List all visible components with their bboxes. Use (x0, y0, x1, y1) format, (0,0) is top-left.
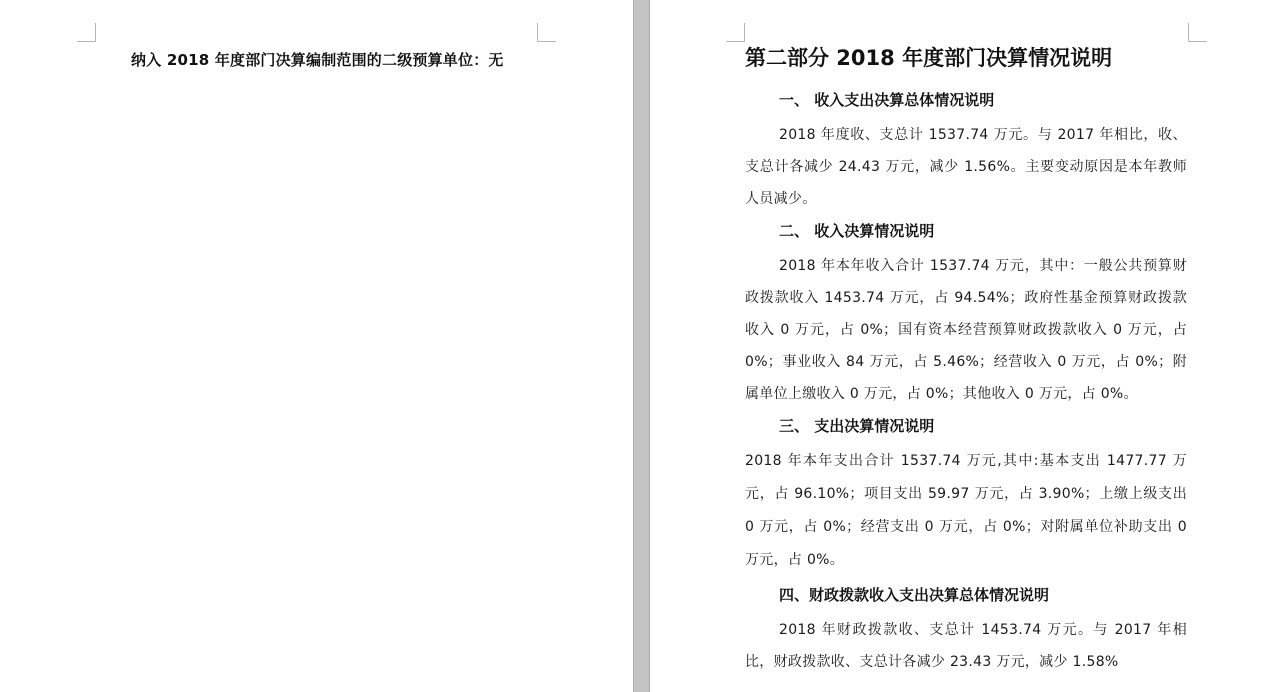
section-paragraph-2[interactable]: 2018 年本年收入合计 1537.74 万元，其中：一般公共预算财政拨款收入 1453.74 万元，占 94.54%；政府性基金预算财政拨款收入 0 万元，占 0%；国有资本经营预算财政拨款收入 0 万元，占 0%；事业收入 84 万元，占 5.46%；经营收入 0 万元，占 0%；附属单位上缴收入 0 万元，占 0%；其他收入 0 万元，占 0%。 (745, 258, 1187, 402)
section-paragraph-4[interactable]: 2018 年财政拨款收、支总计 1453.74 万元。与 2017 年相比，财政拨款收、支总计各减少 23.43 万元，减少 1.58% (745, 622, 1187, 670)
section-paragraph-1[interactable]: 2018 年度收、支总计 1537.74 万元。与 2017 年相比，收、支总计各减少 24.43 万元，减少 1.56%。主要变动原因是本年教师人员减少。 (745, 127, 1187, 207)
page-gutter (633, 0, 650, 692)
document-page-left (0, 0, 633, 692)
section-heading-2[interactable]: 二、 收入决算情况说明 (779, 222, 935, 240)
document-title[interactable]: 第二部分 2018 年度部门决算情况说明 (745, 46, 1113, 70)
section-heading-1[interactable]: 一、 收入支出决算总体情况说明 (779, 91, 995, 109)
crop-mark-top-left (726, 23, 745, 42)
section-paragraph-3[interactable]: 2018 年本年支出合计 1537.74 万元,其中:基本支出 1477.77 万元，占 96.10%；项目支出 59.97 万元，占 3.90%；上缴上级支出 0 万元，占 0%；经营支出 0 万元，占 0%；对附属单位补助支出 0 万元，占 0%。 (745, 453, 1187, 568)
crop-mark-top-left (77, 23, 96, 42)
document-page-right (650, 0, 1288, 692)
crop-mark-top-right (1188, 23, 1207, 42)
crop-mark-top-right (537, 23, 556, 42)
document-body[interactable] (745, 40, 1187, 679)
section-heading-3[interactable]: 三、 支出决算情况说明 (779, 417, 935, 435)
secondary-budget-units-line[interactable]: 纳入 2018 年度部门决算编制范围的二级预算单位：无 (131, 51, 504, 69)
section-heading-4[interactable]: 四、财政拨款收入支出决算总体情况说明 (779, 586, 1050, 604)
